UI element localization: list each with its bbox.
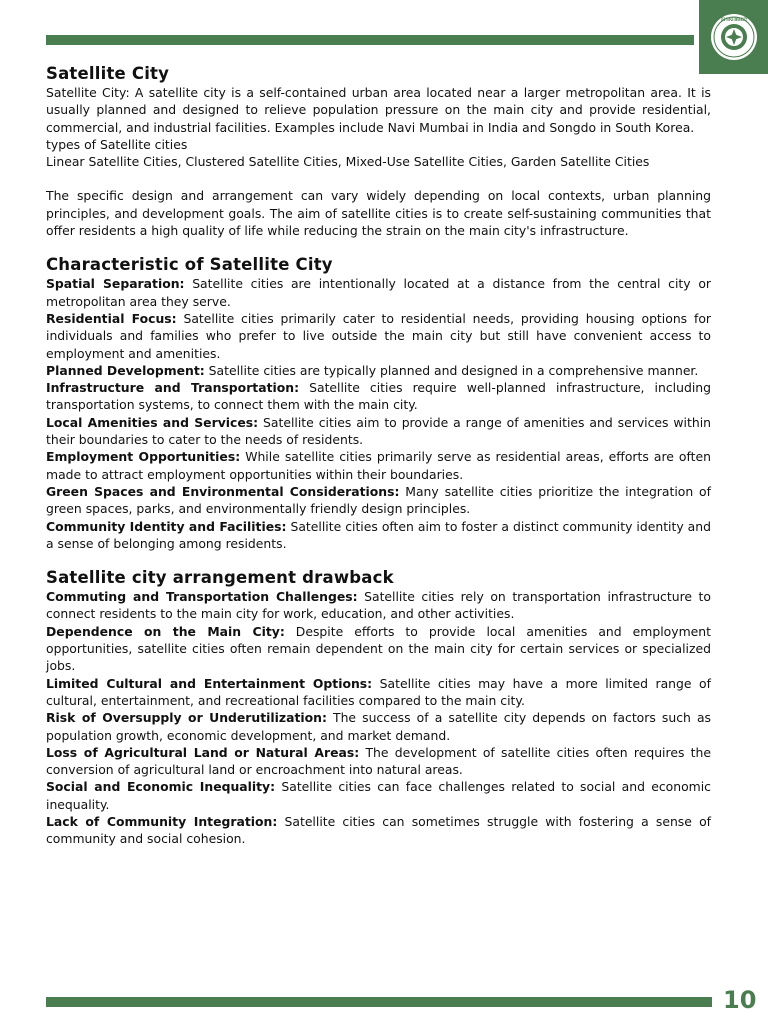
footer-bar [46,997,712,1007]
page-content [46,64,711,848]
item-term: Risk of Oversupply or Underutilization: [46,710,327,726]
spacer [46,170,711,187]
paragraph: Linear Satellite Cities, Clustered Satellite Cities, Mixed-Use Satellite Cities, Garden Satellite Cities [46,154,650,170]
item-term: Residential Focus: [46,310,177,326]
item-term: Planned Development: [46,362,205,378]
item-term: Infrastructure and Transportation: [46,380,300,396]
logo-text: ZED TRIPLE UNIVERSITY [721,17,748,22]
list-item [46,744,711,779]
item-term: Spatial Separation: [46,276,185,292]
item-term: Limited Cultural and Entertainment Options: [46,675,373,691]
item-term: Community Identity and Facilities: [46,518,287,534]
header-bar [46,35,694,45]
spacer [46,552,711,568]
item-text: Satellite cities may have a more limited range of cultural, entertainment, and recreational facilities compared to the main city. [46,675,711,708]
drawbacks-list [46,588,711,847]
paragraph: The specific design and arrangement can vary widely depending on local contexts, urban planning principles, and development goals. The aim of satellite cities is to create self-sustaining communities that offer residents a high quality of life while reducing the strain on the main city's infrastructure. [46,188,711,239]
item-text: Satellite cities often aim to foster a distinct community identity and a sense of belonging among residents. [46,518,711,551]
item-term: Employment Opportunities: [46,449,241,465]
logo-panel [699,0,768,74]
list-item [46,813,711,848]
item-term: Loss of Agricultural Land or Natural Areas: [46,744,360,760]
paragraph: Satellite City: A satellite city is a self-contained urban area located near a larger metropolitan area. It is usually planned and designed to relieve population pressure on the main city and provide residential, commercial, and industrial facilities. Examples include Navi Mumbai in India and Songdo in South Korea. [46,85,711,135]
section-title: Satellite city arrangement drawback [46,568,394,588]
item-text: Satellite cities aim to provide a range of amenities and services within their boundaries to cater to the needs of residents. [46,414,712,448]
paragraph: types of Satellite cities [46,136,188,152]
item-text: Satellite cities require well-planned infrastructure, including transportation systems, to connect them with the main city. [46,380,711,413]
list-item [46,379,711,414]
list-item [46,778,711,813]
item-text: While satellite cities primarily serve as residential areas, efforts are often made to attract employment opportunities within their boundaries. [46,449,711,482]
item-term: Lack of Community Integration: [46,813,278,829]
list-item [46,588,711,623]
item-text: Satellite cities are intentionally located at a distance from the central city or metropolitan area they serve. [46,276,711,309]
item-term: Dependence on the Main City: [46,623,285,639]
page-number: 10 [723,986,757,1014]
list-item [46,709,711,744]
spacer [46,239,711,255]
section-title: Satellite City [46,64,170,83]
item-text: The success of a satellite city depends on factors such as population growth, economic development, and market demand. [46,710,711,743]
list-item [46,483,711,518]
list-item [46,275,711,310]
list-item [46,518,711,553]
item-term: Green Spaces and Environmental Considerations: [46,483,400,499]
list-item [46,623,711,675]
item-text: Satellite cities primarily cater to residential needs, providing housing options for individuals and families who prefer to live outside the main city but still have convenient access to employment and amenities. [46,310,711,361]
item-term: Social and Economic Inequality: [46,779,276,795]
list-item [46,310,711,362]
item-text: Many satellite cities prioritize the integration of green spaces, parks, and environmentally friendly design principles. [46,483,712,517]
list-item [46,675,711,710]
item-text: Satellite cities can face challenges related to social and economic inequality. [46,779,711,812]
item-text: Satellite cities can sometimes struggle with fostering a sense of community and social cohesion. [46,813,712,847]
item-text: Satellite cities rely on transportation infrastructure to connect residents to the main city for work, education, and other activities. [46,589,711,622]
item-term: Local Amenities and Services: [46,414,259,430]
list-item [46,414,711,449]
characteristics-list [46,275,711,552]
item-text: The development of satellite cities often requires the conversion of agricultural land or encroachment into natural areas. [46,744,712,778]
item-text: Despite efforts to provide local amenities and employment opportunities, satellite cities often remain dependent on the main city for certain services or specialized jobs. [46,623,711,674]
list-item [46,362,711,379]
item-text: Satellite cities are typically planned and designed in a comprehensive manner. [204,362,699,378]
section-title: Characteristic of Satellite City [46,255,333,275]
item-term: Commuting and Transportation Challenges: [46,589,358,605]
university-seal-icon [709,12,759,62]
list-item [46,448,711,483]
